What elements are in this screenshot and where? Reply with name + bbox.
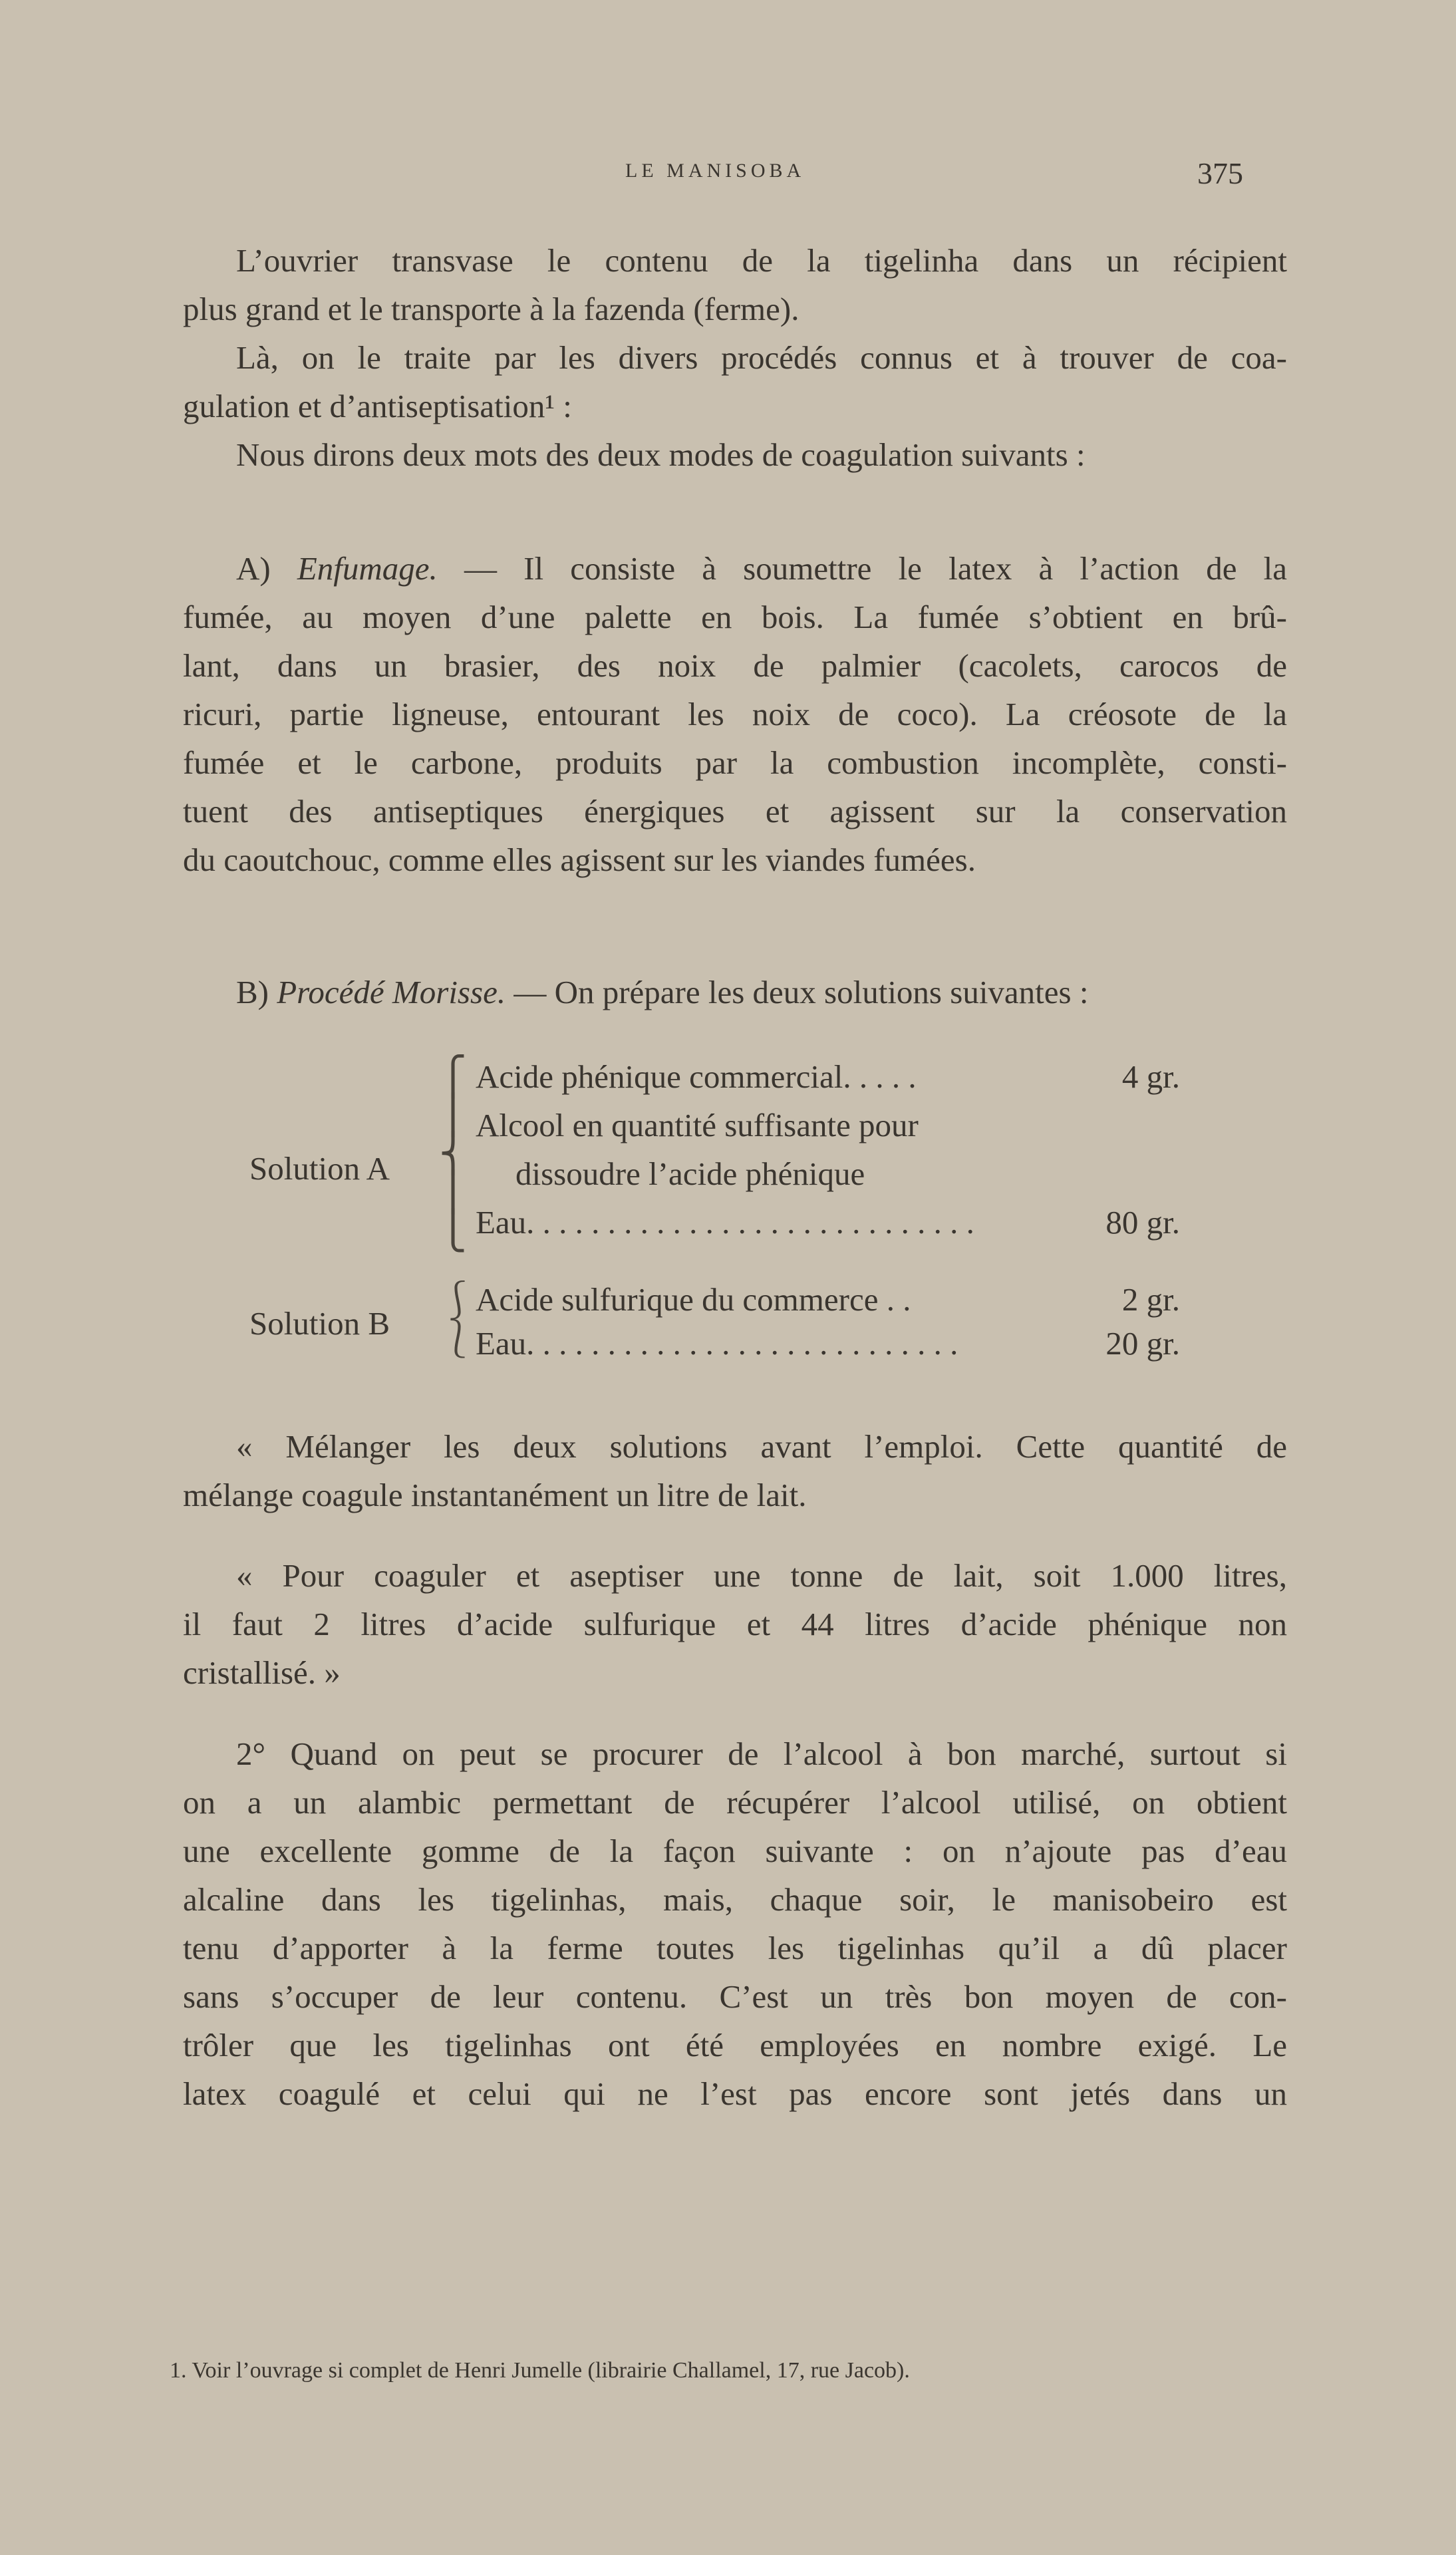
text-line: il faut 2 litres d’acide sulfurique et 44 litres d’acide phénique non: [183, 1606, 1287, 1642]
section-b-procede-morisse: [183, 968, 1287, 1016]
text-line: lant, dans un brasier, des noix de palmier (cacolets, carocos de: [183, 647, 1287, 684]
text-line: tuent des antiseptiques énergiques et agissent sur la conservation: [183, 793, 1287, 829]
paragraph-3: [183, 430, 1287, 479]
brace-symbol: ⎩: [439, 1211, 467, 1252]
text-line: fumée et le carbone, produits par la combustion incomplète, consti-: [183, 744, 1287, 781]
solution-label: Solution A: [249, 1150, 390, 1187]
brace-symbol: ⎨: [439, 1133, 467, 1175]
text-line: Là, on le traite par les divers procédés connus et à trouver de coa-: [236, 339, 1287, 376]
text-line: mélange coagule instantanément un litre de lait.: [183, 1477, 807, 1513]
section-label: A): [236, 550, 297, 587]
paragraph-2: [183, 333, 1287, 430]
text-line: cristallisé. »: [183, 1654, 341, 1691]
section-a-enfumage: [183, 544, 1287, 884]
text-line: tenu d’apporter à la ferme toutes les tigelinhas qu’il a dû placer: [183, 1930, 1287, 1966]
ingredient-line: Eau. . . . . . . . . . . . . . . . . . . . . . . . . . .: [476, 1325, 958, 1362]
paragraph-4: [183, 1729, 1287, 2118]
text-line: sans s’occuper de leur contenu. C’est un très bon moyen de con-: [183, 1978, 1287, 2015]
ingredient-quantity: 20 gr.: [1105, 1325, 1180, 1362]
section-title: Procédé Morisse.: [277, 974, 506, 1010]
text-line: du caoutchouc, comme elles agissent sur les viandes fumées.: [183, 841, 976, 878]
footnote: 1. Voir l’ouvrage si complet de Henri Jumelle (librairie Challamel, 17, rue Jacob).: [170, 2358, 910, 2383]
section-label: B): [236, 974, 277, 1010]
text-line: on a un alambic permettant de récupérer l’alcool utilisé, on obtient: [183, 1784, 1287, 1821]
brace-symbol: ⎧: [439, 1056, 467, 1098]
text-line: L’ouvrier transvase le contenu de la tigelinha dans un récipient: [236, 242, 1287, 279]
brace-symbol: ⎪: [439, 1095, 467, 1136]
text-line: une excellente gomme de la façon suivante : on n’ajoute pas d’eau: [183, 1833, 1287, 1869]
ingredient-line: Eau. . . . . . . . . . . . . . . . . . . . . . . . . . . .: [476, 1204, 974, 1241]
text-line: [183, 544, 1287, 593]
text-line: Nous dirons deux mots des deux modes de coagulation suivants :: [236, 436, 1086, 473]
brace-symbol: ⎪: [439, 1172, 467, 1213]
text-line: « Mélanger les deux solutions avant l’emploi. Cette quantité de: [236, 1428, 1287, 1465]
section-text: — Il consiste à soumettre le latex à l’action de la: [437, 550, 1287, 587]
text-line: alcaline dans les tigelinhas, mais, chaque soir, le manisobeiro est: [183, 1881, 1287, 1918]
ingredient-quantity: 4 gr.: [1121, 1058, 1180, 1095]
brace-symbol: ⎱: [439, 1319, 476, 1360]
page-header: [0, 156, 1456, 200]
solution-label: Solution B: [249, 1305, 390, 1342]
section-text: — On prépare les deux solutions suivantes :: [506, 974, 1089, 1010]
ingredient-line: Alcool en quantité suffisante pour: [476, 1107, 919, 1143]
text-line: plus grand et le transporte à la fazenda (ferme).: [183, 291, 800, 327]
paragraph-1: [183, 236, 1287, 333]
text-line: gulation et d’antiseptisation¹ :: [183, 388, 572, 424]
page-number: 375: [1197, 156, 1243, 190]
text-line: 2° Quand on peut se procurer de l’alcool à bon marché, surtout si: [236, 1735, 1287, 1772]
ingredient-line: Acide sulfurique du commerce . .: [476, 1281, 911, 1318]
quote-1: [183, 1422, 1287, 1519]
text-line: trôler que les tigelinhas ont été employées en nombre exigé. Le: [183, 2027, 1287, 2063]
ingredient-quantity: 2 gr.: [1121, 1281, 1180, 1318]
brace-symbol: ⎰: [439, 1280, 476, 1322]
text-line: [183, 968, 1287, 1016]
running-title: LE MANISOBA: [625, 160, 805, 182]
section-title: Enfumage.: [297, 550, 438, 587]
text-line: fumée, au moyen d’une palette en bois. La fumée s’obtient en brû-: [183, 599, 1287, 635]
text-line: ricuri, partie ligneuse, entourant les noix de coco). La créosote de la: [183, 696, 1287, 732]
text-line: latex coagulé et celui qui ne l’est pas encore sont jetés dans un: [183, 2075, 1287, 2112]
ingredient-quantity: 80 gr.: [1105, 1204, 1180, 1241]
quote-2: [183, 1551, 1287, 1697]
ingredient-line: Acide phénique commercial. . . . .: [476, 1058, 917, 1095]
text-line: « Pour coaguler et aseptiser une tonne de lait, soit 1.000 litres,: [236, 1557, 1287, 1594]
ingredient-line: dissoudre l’acide phénique: [515, 1155, 865, 1192]
